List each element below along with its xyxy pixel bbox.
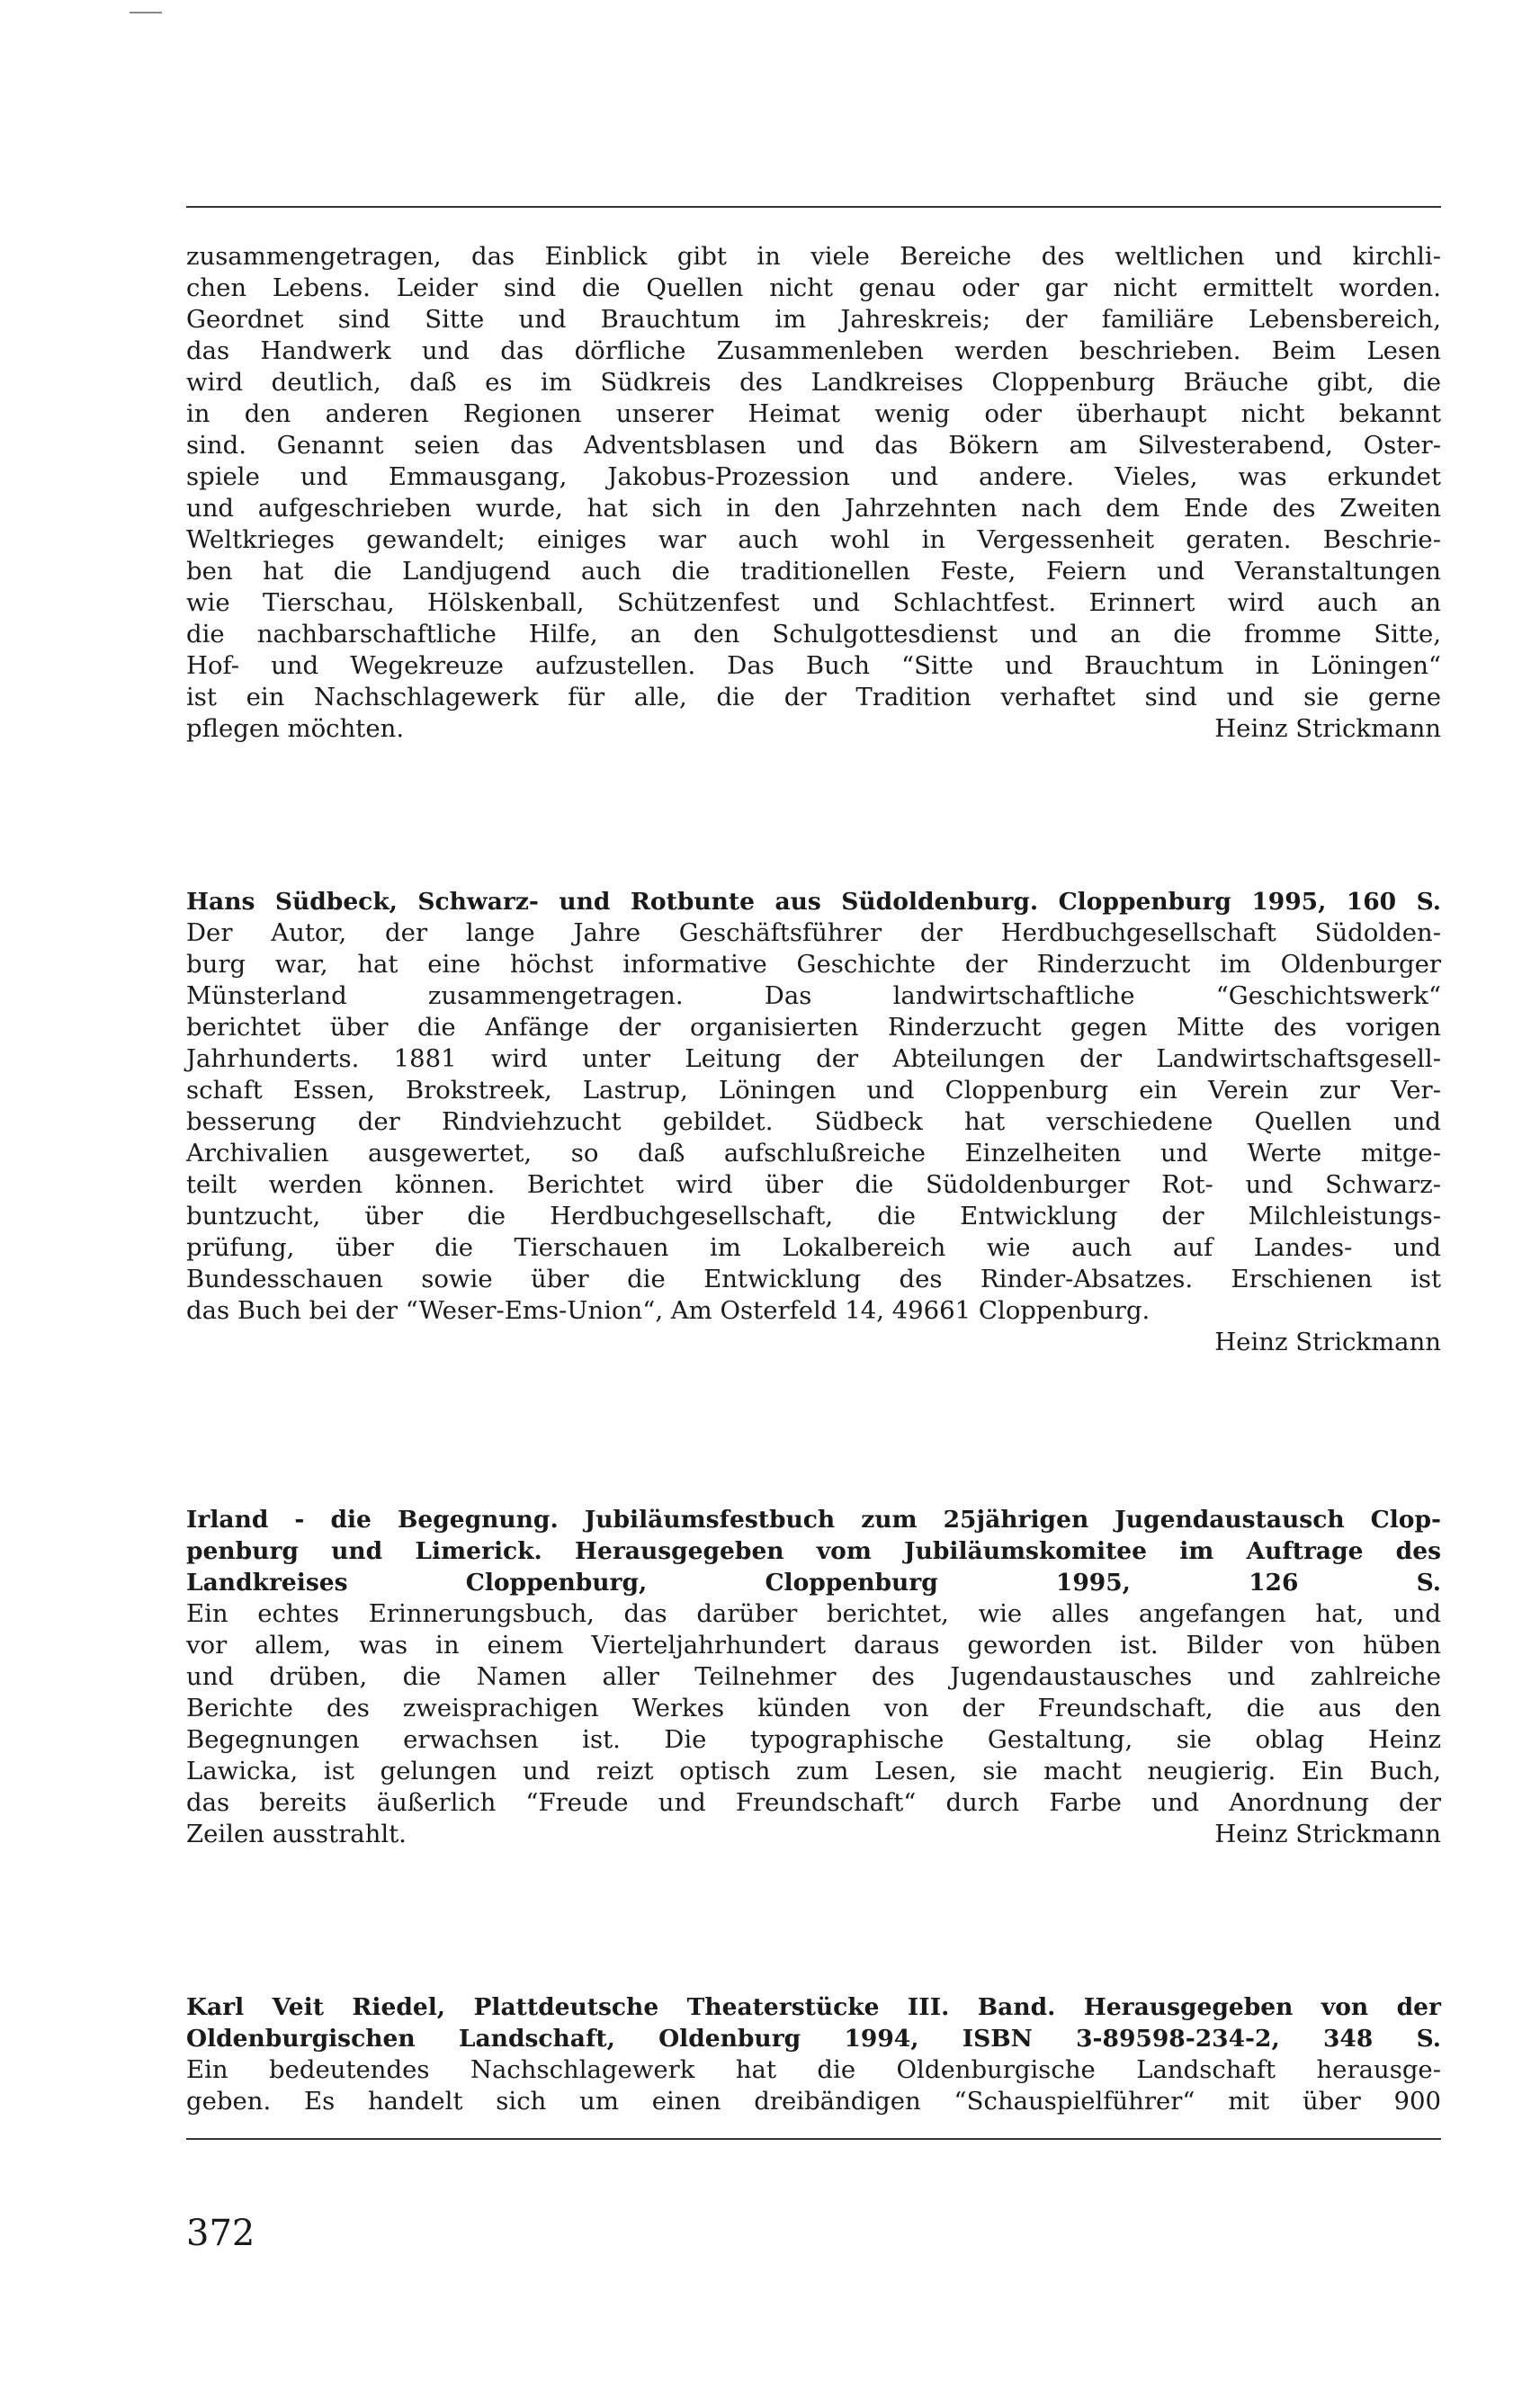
body-line: die nachbarschaftliche Hilfe, an den Schulgottesdienst und an die fromme Sitte, — [186, 620, 1441, 649]
body-line: Jahrhunderts. 1881 wird unter Leitung der Abteilungen der Landwirtschaftsgesell- — [186, 1044, 1441, 1073]
body-line: das Handwerk und das dörfliche Zusammenleben werden beschrieben. Beim Lesen — [186, 336, 1441, 365]
review-body — [186, 917, 1441, 1295]
body-line: zusammengetragen, das Einblick gibt in viele Bereiche des weltlichen und kirchli- — [186, 242, 1441, 271]
review-body — [186, 241, 1441, 713]
title-line: Landkreises Cloppenburg, Cloppenburg 1995, 126 S. — [186, 1569, 1441, 1597]
body-line: ist ein Nachschlagewerk für alle, die der Tradition verhaftet sind und sie gerne — [186, 683, 1441, 711]
body-line: Begegnungen erwachsen ist. Die typographische Gestaltung, sie oblag Heinz — [186, 1725, 1441, 1754]
body-line: Archivalien ausgewertet, so daß aufschlußreiche Einzelheiten und Werte mitge- — [186, 1139, 1441, 1168]
bottom-rule — [186, 2138, 1441, 2140]
body-line: berichtet über die Anfänge der organisierten Rinderzucht gegen Mitte des vorigen — [186, 1013, 1441, 1042]
review-title — [186, 886, 1441, 917]
body-line: besserung der Rindviehzucht gebildet. Südbeck hat verschiedene Quellen und — [186, 1107, 1441, 1136]
body-line: wie Tierschau, Hölskenball, Schützenfest und Schlachtfest. Erinnert wird auch an — [186, 588, 1441, 617]
body-line: ben hat die Landjugend auch die traditionellen Feste, Feiern und Veranstaltungen — [186, 557, 1441, 586]
title-line: Hans Südbeck, Schwarz- und Rotbunte aus Südoldenburg. Cloppenburg 1995, 160 S. — [186, 888, 1441, 916]
title-line: Oldenburgischen Landschaft, Oldenburg 1994, ISBN 3-89598-234-2, 348 S. — [186, 2025, 1441, 2053]
top-rule — [186, 206, 1441, 208]
body-line: teilt werden können. Berichtet wird über die Südoldenburger Rot- und Schwarz- — [186, 1170, 1441, 1199]
body-line: in den anderen Regionen unserer Heimat wenig oder überhaupt nicht bekannt — [186, 399, 1441, 428]
body-line: und drüben, die Namen aller Teilnehmer des Jugendaustausches und zahlreiche — [186, 1662, 1441, 1691]
page-number: 372 — [186, 2213, 255, 2254]
body-last-line: das Buch bei der “Weser-Ems-Union“, Am Osterfeld 14, 49661 Cloppenburg. — [186, 1296, 1151, 1325]
title-line: Karl Veit Riedel, Plattdeutsche Theaterstücke III. Band. Herausgegeben von der — [186, 1993, 1441, 2021]
review-suedbeck — [186, 886, 1441, 1358]
body-line: und aufgeschrieben wurde, hat sich in den Jahrzehnten nach dem Ende des Zweiten — [186, 494, 1441, 523]
review-signature: Heinz Strickmann — [1214, 1820, 1441, 1848]
body-line: geben. Es handelt sich um einen dreibändigen “Schauspielführer“ mit über 900 — [186, 2087, 1441, 2116]
body-line: burg war, hat eine höchst informative Geschichte der Rinderzucht im Oldenburger — [186, 950, 1441, 979]
closing-line — [186, 713, 1441, 745]
body-line: das bereits äußerlich “Freude und Freundschaft“ durch Farbe und Anordnung der — [186, 1788, 1441, 1817]
title-line: penburg und Limerick. Herausgegeben vom Jubiläumskomitee im Auftrage des — [186, 1537, 1441, 1565]
review-body — [186, 2054, 1441, 2117]
body-line: prüfung, über die Tierschauen im Lokalbereich wie auch auf Landes- und — [186, 1233, 1441, 1262]
review-title — [186, 1991, 1441, 2054]
review-body — [186, 1598, 1441, 1819]
body-line: Geordnet sind Sitte und Brauchtum im Jahreskreis; der familiäre Lebensbereich, — [186, 305, 1441, 334]
body-line: schaft Essen, Brokstreek, Lastrup, Löningen und Cloppenburg ein Verein zur Ver- — [186, 1076, 1441, 1105]
body-line: spiele und Emmausgang, Jakobus-Prozession und andere. Vieles, was erkundet — [186, 462, 1441, 491]
body-line: buntzucht, über die Herdbuchgesellschaft, die Entwicklung der Milchleistungs- — [186, 1202, 1441, 1230]
closing-line — [186, 1819, 1441, 1850]
body-line: sind. Genannt seien das Adventsblasen und das Bökern am Silvesterabend, Oster- — [186, 431, 1441, 460]
review-title — [186, 1504, 1441, 1598]
body-line: Lawicka, ist gelungen und reizt optisch zum Lesen, sie macht neugierig. Ein Buch, — [186, 1757, 1441, 1785]
body-last-line: pflegen möchten. — [186, 714, 405, 743]
review-signature: Heinz Strickmann — [1214, 714, 1441, 743]
body-line: chen Lebens. Leider sind die Quellen nicht genau oder gar nicht ermittelt worden. — [186, 273, 1441, 302]
review-irland — [186, 1504, 1441, 1850]
body-last-line: Zeilen ausstrahlt. — [186, 1820, 407, 1848]
body-line: Ein echtes Erinnerungsbuch, das darüber berichtet, wie alles angefangen hat, und — [186, 1599, 1441, 1628]
body-line: Münsterland zusammengetragen. Das landwirtschaftliche “Geschichtswerk“ — [186, 981, 1441, 1010]
review-riedel — [186, 1991, 1441, 2117]
page-edge-mark — [130, 12, 162, 13]
title-line: Irland - die Begegnung. Jubiläumsfestbuch zum 25jährigen Jugendaustausch Clop- — [186, 1506, 1441, 1534]
body-line: Bundesschauen sowie über die Entwicklung des Rinder-Absatzes. Erschienen ist — [186, 1265, 1441, 1293]
review-signature: Heinz Strickmann — [1214, 1328, 1441, 1356]
body-line: Der Autor, der lange Jahre Geschäftsführer der Herdbuchgesellschaft Südolden- — [186, 918, 1441, 947]
body-line: Ein bedeutendes Nachschlagewerk hat die Oldenburgische Landschaft herausge- — [186, 2055, 1441, 2084]
body-line: Berichte des zweisprachigen Werkes künden von der Freundschaft, die aus den — [186, 1694, 1441, 1722]
review-continuation — [186, 241, 1441, 745]
body-line: Hof- und Wegekreuze aufzustellen. Das Buch “Sitte und Brauchtum in Löningen“ — [186, 651, 1441, 680]
body-line: Weltkrieges gewandelt; einiges war auch wohl in Vergessenheit geraten. Beschrie- — [186, 525, 1441, 554]
body-line: vor allem, was in einem Vierteljahrhundert daraus geworden ist. Bilder von hüben — [186, 1631, 1441, 1660]
body-line: wird deutlich, daß es im Südkreis des Landkreises Cloppenburg Bräuche gibt, die — [186, 368, 1441, 397]
